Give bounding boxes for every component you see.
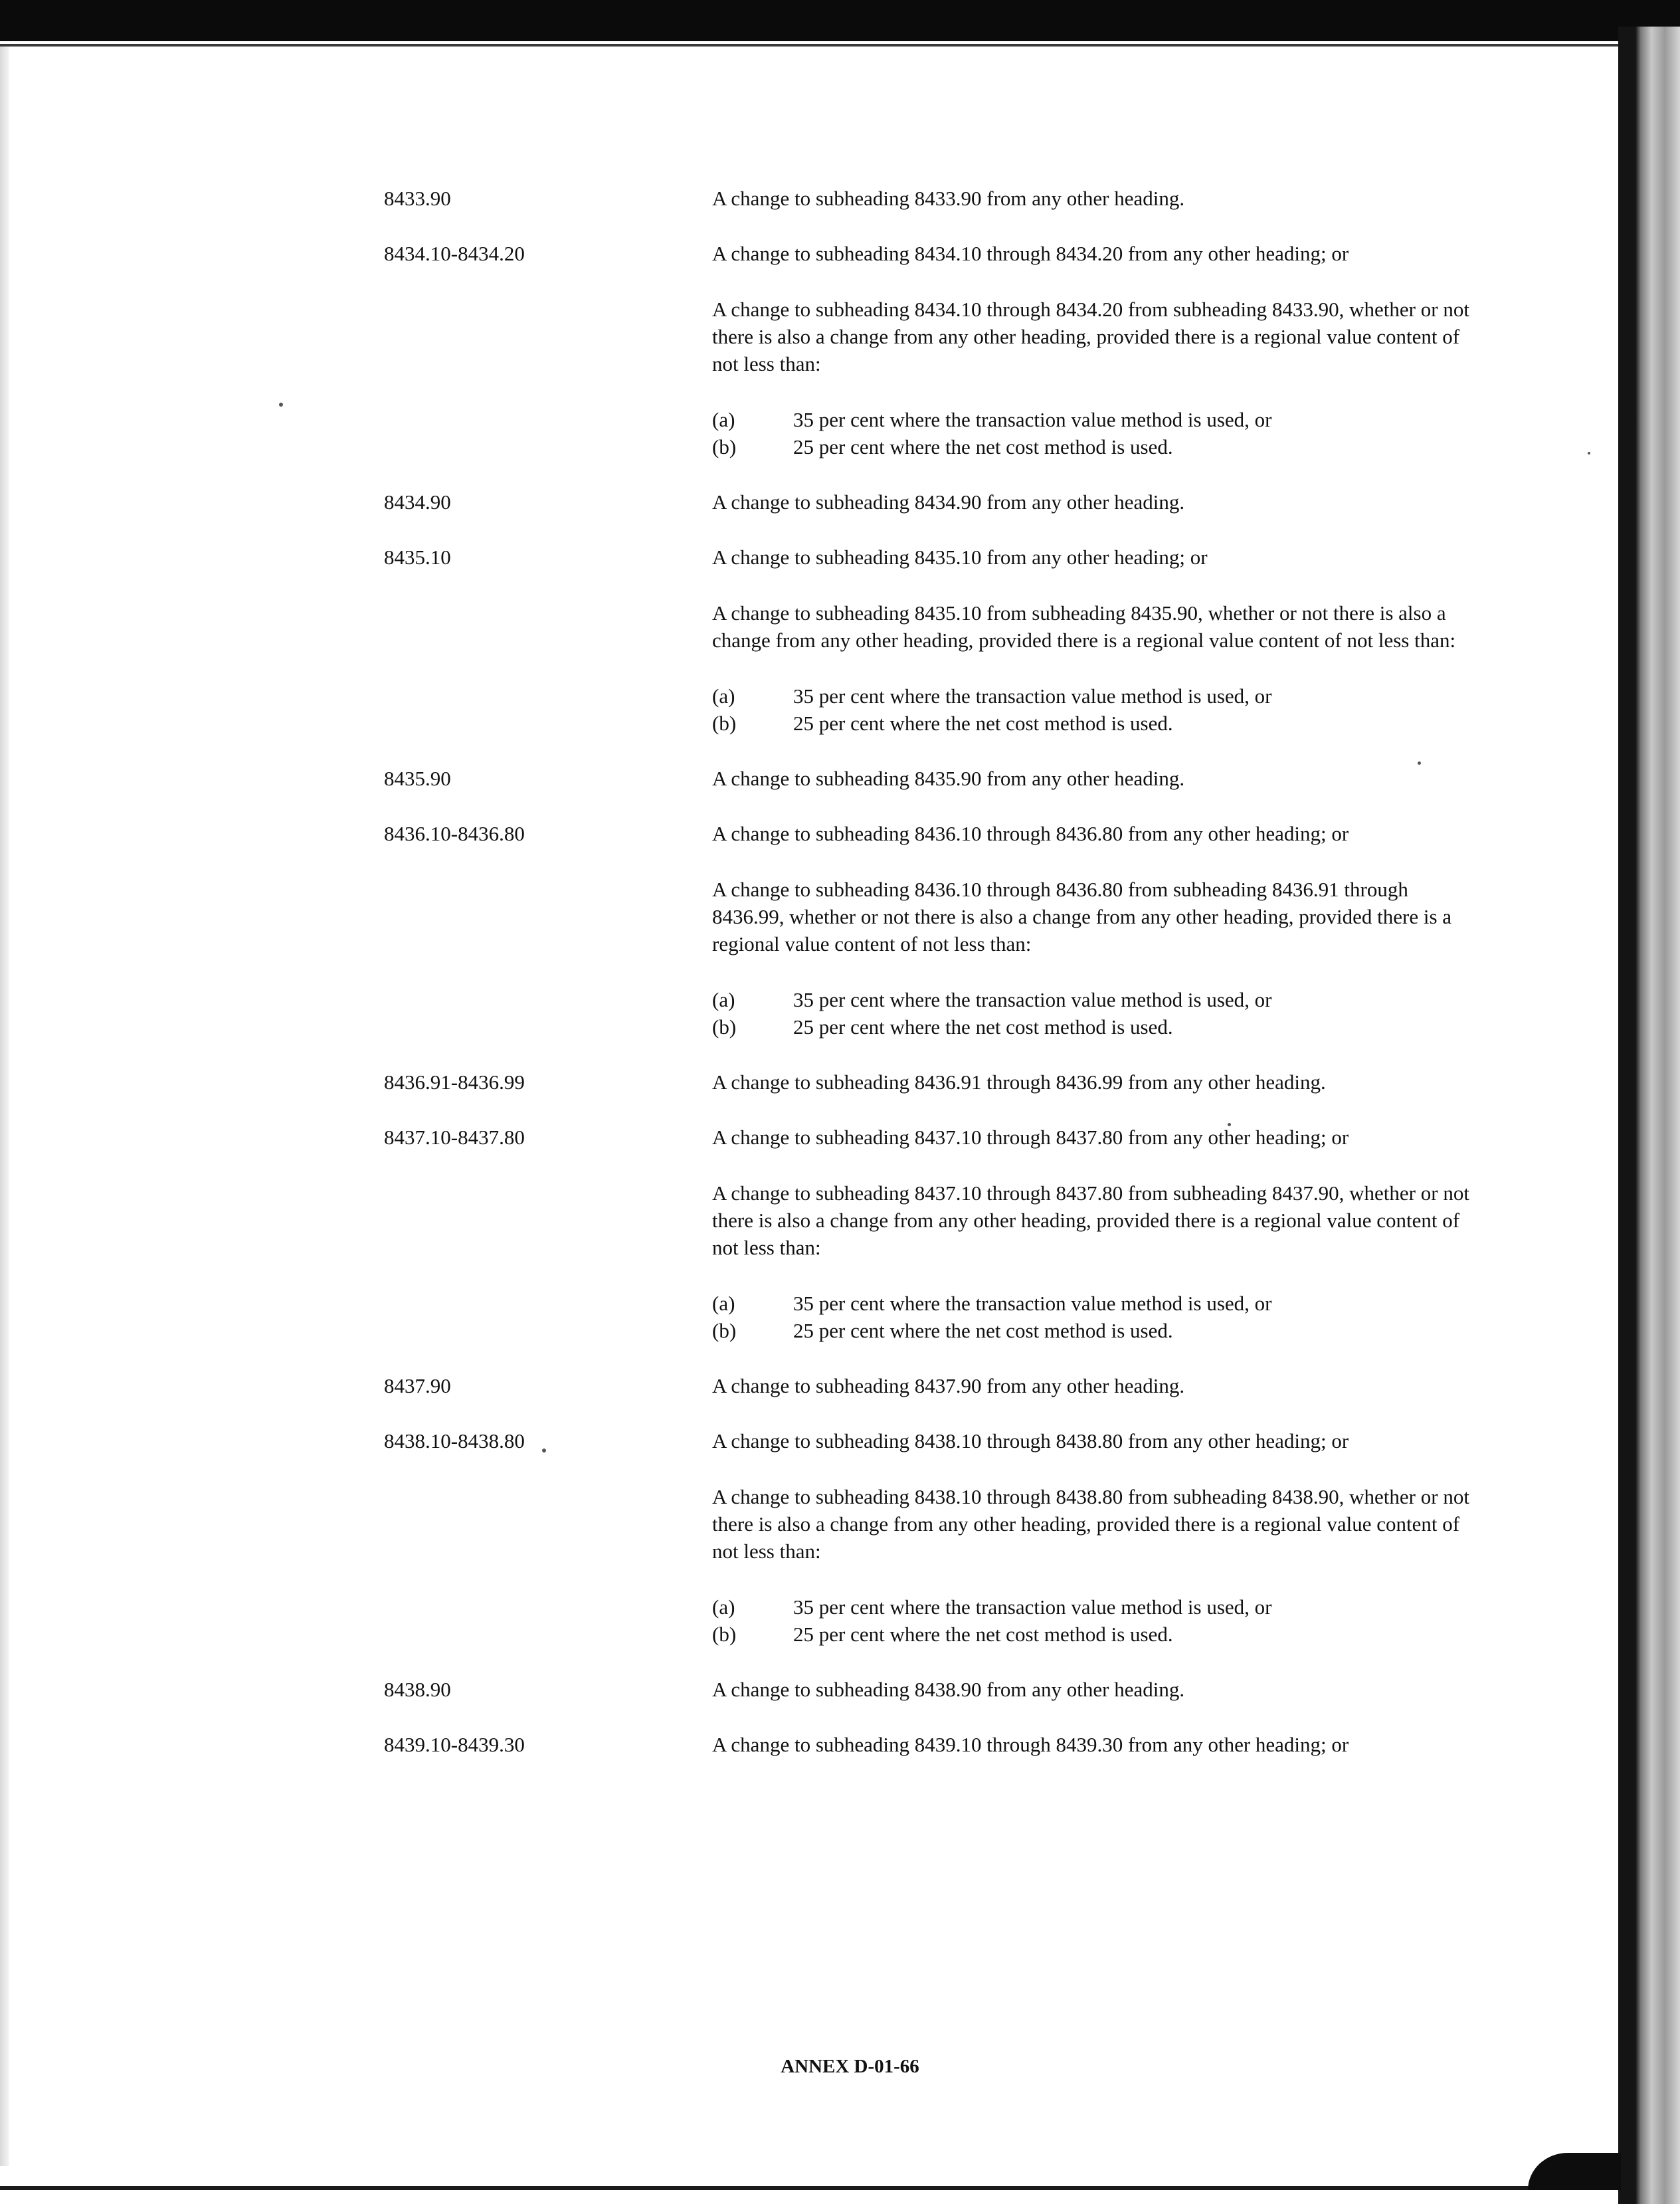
- rule-paragraph: A change to subheading 8438.10 through 8438.80 from subheading 8438.90, whether or not there is also a change from any other heading, provided there is a regional value content of not less than:: [712, 1485, 1469, 1563]
- condition-item: [712, 1290, 1476, 1317]
- condition-text: 35 per cent where the transaction value method is used, or: [793, 988, 1272, 1011]
- value-content-conditions: [712, 406, 1476, 460]
- rule-description: [712, 765, 1476, 792]
- condition-item: [712, 1593, 1476, 1621]
- condition-text: 35 per cent where the transaction value method is used, or: [793, 408, 1272, 431]
- value-content-conditions: [712, 986, 1476, 1041]
- scan-left-edge: [0, 47, 9, 2166]
- condition-text: 25 per cent where the net cost method is used.: [793, 1015, 1173, 1039]
- rule-paragraph: A change to subheading 8436.10 through 8436.80 from any other heading; or: [712, 822, 1349, 845]
- rule-paragraph: A change to subheading 8434.10 through 8434.20 from subheading 8433.90, whether or not there is also a change from any other heading, provided there is a regional value content of not less than:: [712, 298, 1469, 375]
- condition-item: [712, 986, 1476, 1013]
- condition-label: (b): [712, 1015, 737, 1039]
- scan-bottom-corner: [1528, 2153, 1621, 2190]
- rule-paragraph: A change to subheading 8439.10 through 8439.30 from any other heading; or: [712, 1733, 1349, 1756]
- condition-item: [712, 433, 1476, 460]
- tariff-entry: [384, 1124, 1513, 1344]
- scan-speck: [1588, 452, 1590, 454]
- subheading-code: 8438.90: [384, 1678, 451, 1701]
- tariff-entry: [384, 1731, 1513, 1758]
- scan-speck: [279, 403, 283, 407]
- subheading-code: 8438.10-8438.80: [384, 1429, 525, 1453]
- subheading-code: 8437.10-8437.80: [384, 1126, 525, 1149]
- subheading-code: 8437.90: [384, 1374, 451, 1397]
- rule-paragraph: A change to subheading 8436.91 through 8436.99 from any other heading.: [712, 1070, 1326, 1094]
- condition-text: 25 per cent where the net cost method is used.: [793, 435, 1173, 458]
- scan-top-border: [0, 0, 1680, 41]
- tariff-entry: [384, 488, 1513, 516]
- value-content-conditions: [712, 682, 1476, 737]
- rule-description: [712, 1372, 1476, 1399]
- condition-label: (a): [712, 1292, 735, 1315]
- rule-description: [712, 1124, 1476, 1344]
- condition-item: [712, 1013, 1476, 1041]
- tariff-entry: [384, 185, 1513, 212]
- rule-paragraph: A change to subheading 8434.10 through 8434.20 from any other heading; or: [712, 242, 1349, 265]
- condition-text: 35 per cent where the transaction value method is used, or: [793, 684, 1272, 708]
- subheading-code: 8434.10-8434.20: [384, 242, 525, 265]
- condition-text: 35 per cent where the transaction value method is used, or: [793, 1595, 1272, 1619]
- rule-description: [712, 488, 1476, 516]
- condition-label: (a): [712, 988, 735, 1011]
- value-content-conditions: [712, 1290, 1476, 1344]
- tariff-entry: [384, 1068, 1513, 1096]
- rule-description: [712, 1676, 1476, 1703]
- rules-of-origin-list: [384, 185, 1513, 1786]
- tariff-entry: [384, 544, 1513, 737]
- subheading-code: 8436.91-8436.99: [384, 1070, 525, 1094]
- condition-label: (b): [712, 1623, 737, 1646]
- rule-paragraph: A change to subheading 8435.90 from any other heading.: [712, 767, 1185, 790]
- condition-item: [712, 1621, 1476, 1648]
- condition-text: 35 per cent where the transaction value method is used, or: [793, 1292, 1272, 1315]
- condition-label: (b): [712, 435, 737, 458]
- tariff-entry: [384, 1676, 1513, 1703]
- condition-item: [712, 682, 1476, 710]
- value-content-conditions: [712, 1593, 1476, 1648]
- scan-bottom-rule: [0, 2186, 1621, 2190]
- condition-text: 25 per cent where the net cost method is used.: [793, 1623, 1173, 1646]
- rule-description: [712, 544, 1476, 737]
- condition-label: (b): [712, 1319, 737, 1342]
- rule-description: [712, 185, 1476, 212]
- condition-item: [712, 1317, 1476, 1344]
- subheading-code: 8439.10-8439.30: [384, 1733, 525, 1756]
- tariff-entry: [384, 1372, 1513, 1399]
- rule-paragraph: A change to subheading 8437.10 through 8437.80 from any other heading; or: [712, 1126, 1349, 1149]
- rule-description: [712, 1731, 1476, 1758]
- tariff-entry: [384, 240, 1513, 460]
- subheading-code: 8435.90: [384, 767, 451, 790]
- condition-text: 25 per cent where the net cost method is used.: [793, 1319, 1173, 1342]
- rule-paragraph: A change to subheading 8437.10 through 8437.80 from subheading 8437.90, whether or not there is also a change from any other heading, provided there is a regional value content of not less than:: [712, 1181, 1469, 1259]
- subheading-code: 8433.90: [384, 187, 451, 210]
- rule-paragraph: A change to subheading 8435.10 from subheading 8435.90, whether or not there is also a change from any other heading, provided there is a regional value content of not less than:: [712, 601, 1456, 652]
- condition-label: (a): [712, 684, 735, 708]
- rule-description: [712, 1068, 1476, 1096]
- condition-text: 25 per cent where the net cost method is used.: [793, 712, 1173, 735]
- subheading-code: 8436.10-8436.80: [384, 822, 525, 845]
- condition-label: (b): [712, 712, 737, 735]
- subheading-code: 8435.10: [384, 546, 451, 569]
- subheading-code: 8434.90: [384, 490, 451, 514]
- scan-right-edge: [1618, 27, 1680, 2204]
- rule-paragraph: A change to subheading 8438.90 from any other heading.: [712, 1678, 1185, 1701]
- rule-paragraph: A change to subheading 8434.90 from any other heading.: [712, 490, 1185, 514]
- condition-item: [712, 406, 1476, 433]
- tariff-entry: [384, 765, 1513, 792]
- condition-label: (a): [712, 1595, 735, 1619]
- condition-label: (a): [712, 408, 735, 431]
- page-footer: ANNEX D-01-66: [781, 2056, 919, 2077]
- tariff-entry: [384, 820, 1513, 1041]
- rule-description: [712, 1427, 1476, 1648]
- rule-paragraph: A change to subheading 8435.10 from any other heading; or: [712, 546, 1208, 569]
- rule-description: [712, 240, 1476, 460]
- rule-description: [712, 820, 1476, 1041]
- condition-item: [712, 710, 1476, 737]
- rule-paragraph: A change to subheading 8437.90 from any other heading.: [712, 1374, 1185, 1397]
- rule-paragraph: A change to subheading 8433.90 from any other heading.: [712, 187, 1185, 210]
- tariff-entry: [384, 1427, 1513, 1648]
- scan-top-rule: [0, 44, 1621, 47]
- rule-paragraph: A change to subheading 8438.10 through 8438.80 from any other heading; or: [712, 1429, 1349, 1453]
- rule-paragraph: A change to subheading 8436.10 through 8436.80 from subheading 8436.91 through 8436.99, whether or not there is also a change from any other heading, provided there is a regional value content of not less than:: [712, 878, 1452, 955]
